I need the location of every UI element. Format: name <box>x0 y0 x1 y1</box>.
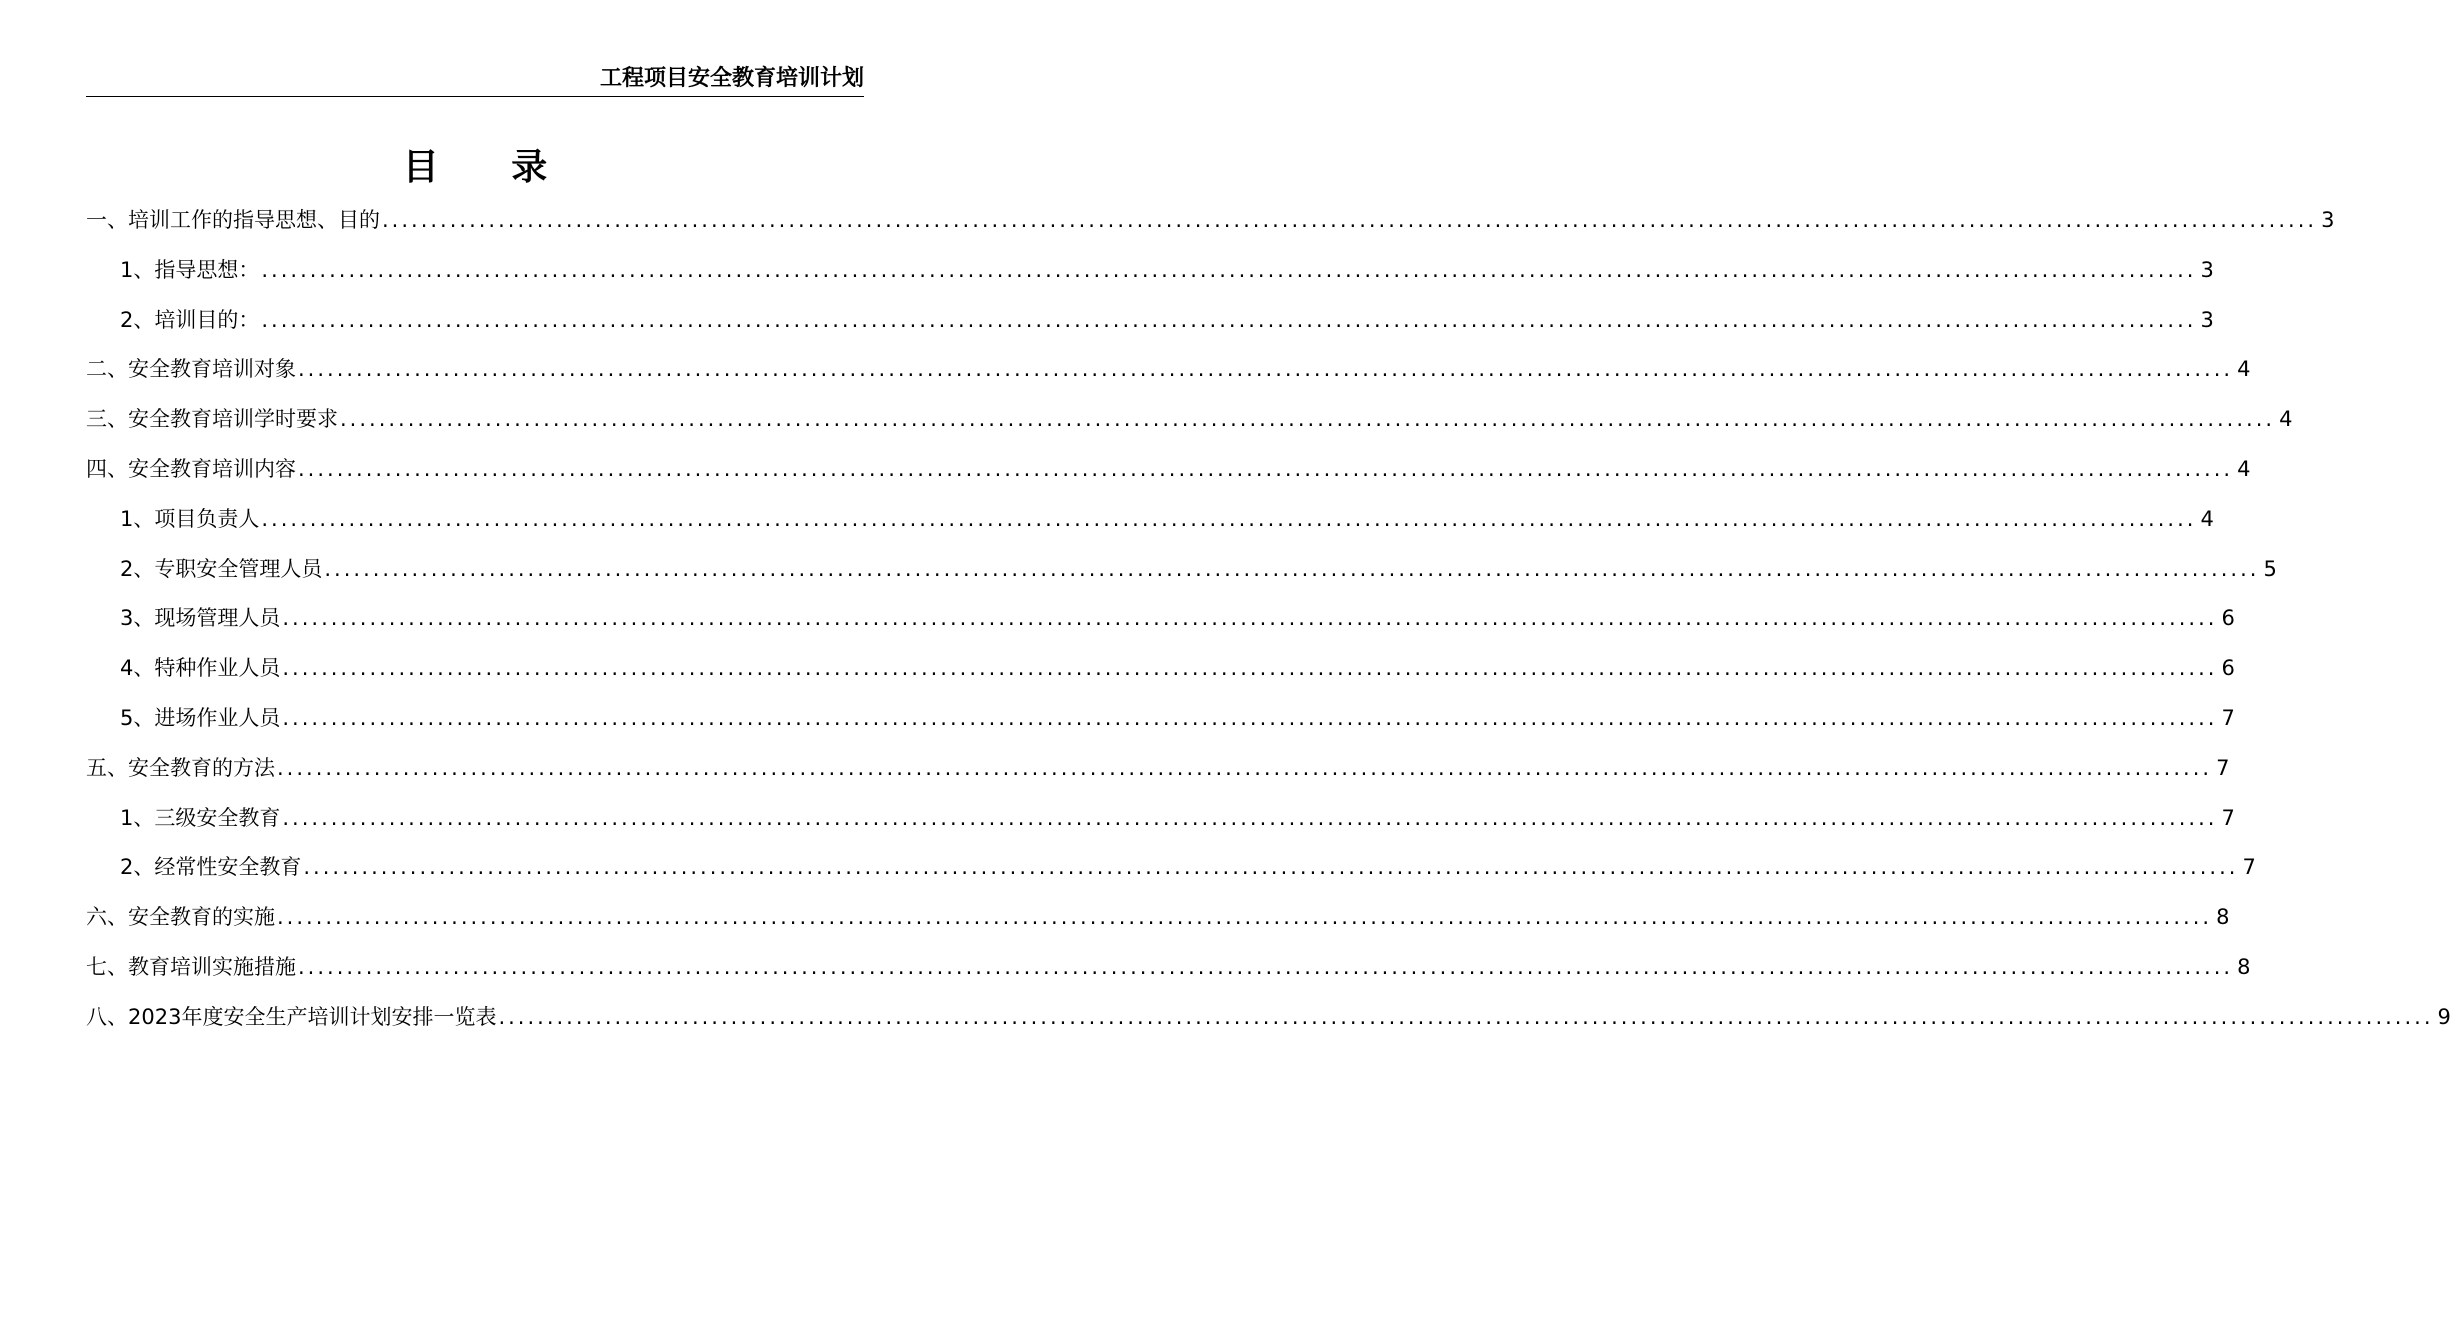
toc-leader-dots: ........................................................................................................................................................................................................ <box>261 307 2197 332</box>
toc-entry-label: 2、专职安全管理人员 <box>120 556 323 581</box>
toc-entry[interactable] <box>86 698 2235 748</box>
toc-leader-dots: ........................................................................................................................................................................................................ <box>340 407 2276 432</box>
toc-entry[interactable] <box>86 449 2251 499</box>
toc-entry-label: 5、进场作业人员 <box>120 705 281 730</box>
toc-entry-page: 4 <box>2237 357 2251 382</box>
toc-entry-page: 8 <box>2237 954 2251 979</box>
toc-leader-dots: ........................................................................................................................................................................................................ <box>277 755 2213 780</box>
toc-entry-page: 9 <box>2437 1004 2451 1029</box>
toc-leader-dots: ........................................................................................................................................................................................................ <box>277 905 2213 930</box>
toc-entry-page: 7 <box>2221 805 2235 830</box>
toc-entry-page: 7 <box>2221 705 2235 730</box>
toc-entry-label: 4、特种作业人员 <box>120 656 281 681</box>
toc-entry[interactable] <box>86 798 2235 848</box>
toc-leader-dots: ........................................................................................................................................................................................................ <box>303 855 2239 880</box>
toc-title: 目 录 <box>402 147 578 188</box>
toc-leader-dots: ........................................................................................................................................................................................................ <box>298 954 2234 979</box>
toc-entry-label: 2、培训目的： <box>120 307 260 332</box>
toc-leader-dots: ........................................................................................................................................................................................................ <box>282 656 2218 681</box>
toc-entry[interactable] <box>86 250 2214 300</box>
toc-entry-page: 4 <box>2237 456 2251 481</box>
toc-entry[interactable] <box>86 200 2335 250</box>
toc-entry[interactable] <box>86 549 2277 599</box>
toc-leader-dots: ........................................................................................................................................................................................................ <box>282 606 2218 631</box>
toc-entry-label: 二、安全教育培训对象 <box>86 357 296 382</box>
toc-entry-page: 3 <box>2200 257 2214 282</box>
toc-entry-label: 五、安全教育的方法 <box>86 755 275 780</box>
toc-entry-page: 3 <box>2200 307 2214 332</box>
toc-entry[interactable] <box>86 300 2214 350</box>
toc-entry-page: 8 <box>2216 905 2230 930</box>
toc-entry[interactable] <box>86 349 2251 399</box>
toc-leader-dots: ........................................................................................................................................................................................................ <box>382 208 2318 232</box>
toc-entry-label: 1、项目负责人 <box>120 506 260 531</box>
toc-entry-page: 6 <box>2221 656 2235 681</box>
toc-entry-label: 1、三级安全教育 <box>120 805 281 830</box>
toc-entry[interactable] <box>86 947 2251 997</box>
toc-entry[interactable] <box>86 598 2235 648</box>
toc-entry-page: 6 <box>2221 606 2235 631</box>
toc-entry-page: 5 <box>2263 556 2277 581</box>
toc-entry[interactable] <box>86 997 2451 1047</box>
toc-entry-label: 2、经常性安全教育 <box>120 855 302 880</box>
toc-entry-label: 三、安全教育培训学时要求 <box>86 407 338 432</box>
toc-entry[interactable] <box>86 399 2293 449</box>
toc-leader-dots: ........................................................................................................................................................................................................ <box>298 357 2234 382</box>
toc-entry-label: 一、培训工作的指导思想、目的 <box>86 208 380 232</box>
toc-entry-page: 4 <box>2200 506 2214 531</box>
toc-entry[interactable] <box>86 499 2214 549</box>
toc-leader-dots: ........................................................................................................................................................................................................ <box>261 257 2197 282</box>
table-of-contents <box>86 200 2451 1047</box>
toc-entry[interactable] <box>86 748 2230 798</box>
toc-entry-page: 4 <box>2279 407 2293 432</box>
document-title: 工程项目安全教育培训计划 <box>599 66 864 91</box>
toc-entry[interactable] <box>86 897 2230 947</box>
toc-entry-page: 3 <box>2321 208 2335 232</box>
toc-entry[interactable] <box>86 847 2256 897</box>
toc-entry-label: 3、现场管理人员 <box>120 606 281 631</box>
toc-leader-dots: ........................................................................................................................................................................................................ <box>282 705 2218 730</box>
toc-entry-page: 7 <box>2242 855 2256 880</box>
toc-leader-dots: ........................................................................................................................................................................................................ <box>298 456 2234 481</box>
toc-entry-label: 1、指导思想： <box>120 257 260 282</box>
toc-leader-dots: ........................................................................................................................................................................................................ <box>261 506 2197 531</box>
toc-entry-label: 四、安全教育培训内容 <box>86 456 296 481</box>
toc-leader-dots: ........................................................................................................................................................................................................ <box>324 556 2260 581</box>
toc-entry[interactable] <box>86 648 2235 698</box>
toc-entry-label: 七、教育培训实施措施 <box>86 954 296 979</box>
toc-entry-page: 7 <box>2216 755 2230 780</box>
page-header <box>86 62 864 97</box>
toc-entry-label: 六、安全教育的实施 <box>86 905 275 930</box>
toc-entry-label: 八、2023年度安全生产培训计划安排一览表 <box>86 1004 497 1029</box>
toc-leader-dots: ........................................................................................................................................................................................................ <box>498 1004 2434 1029</box>
toc-leader-dots: ........................................................................................................................................................................................................ <box>282 805 2218 830</box>
